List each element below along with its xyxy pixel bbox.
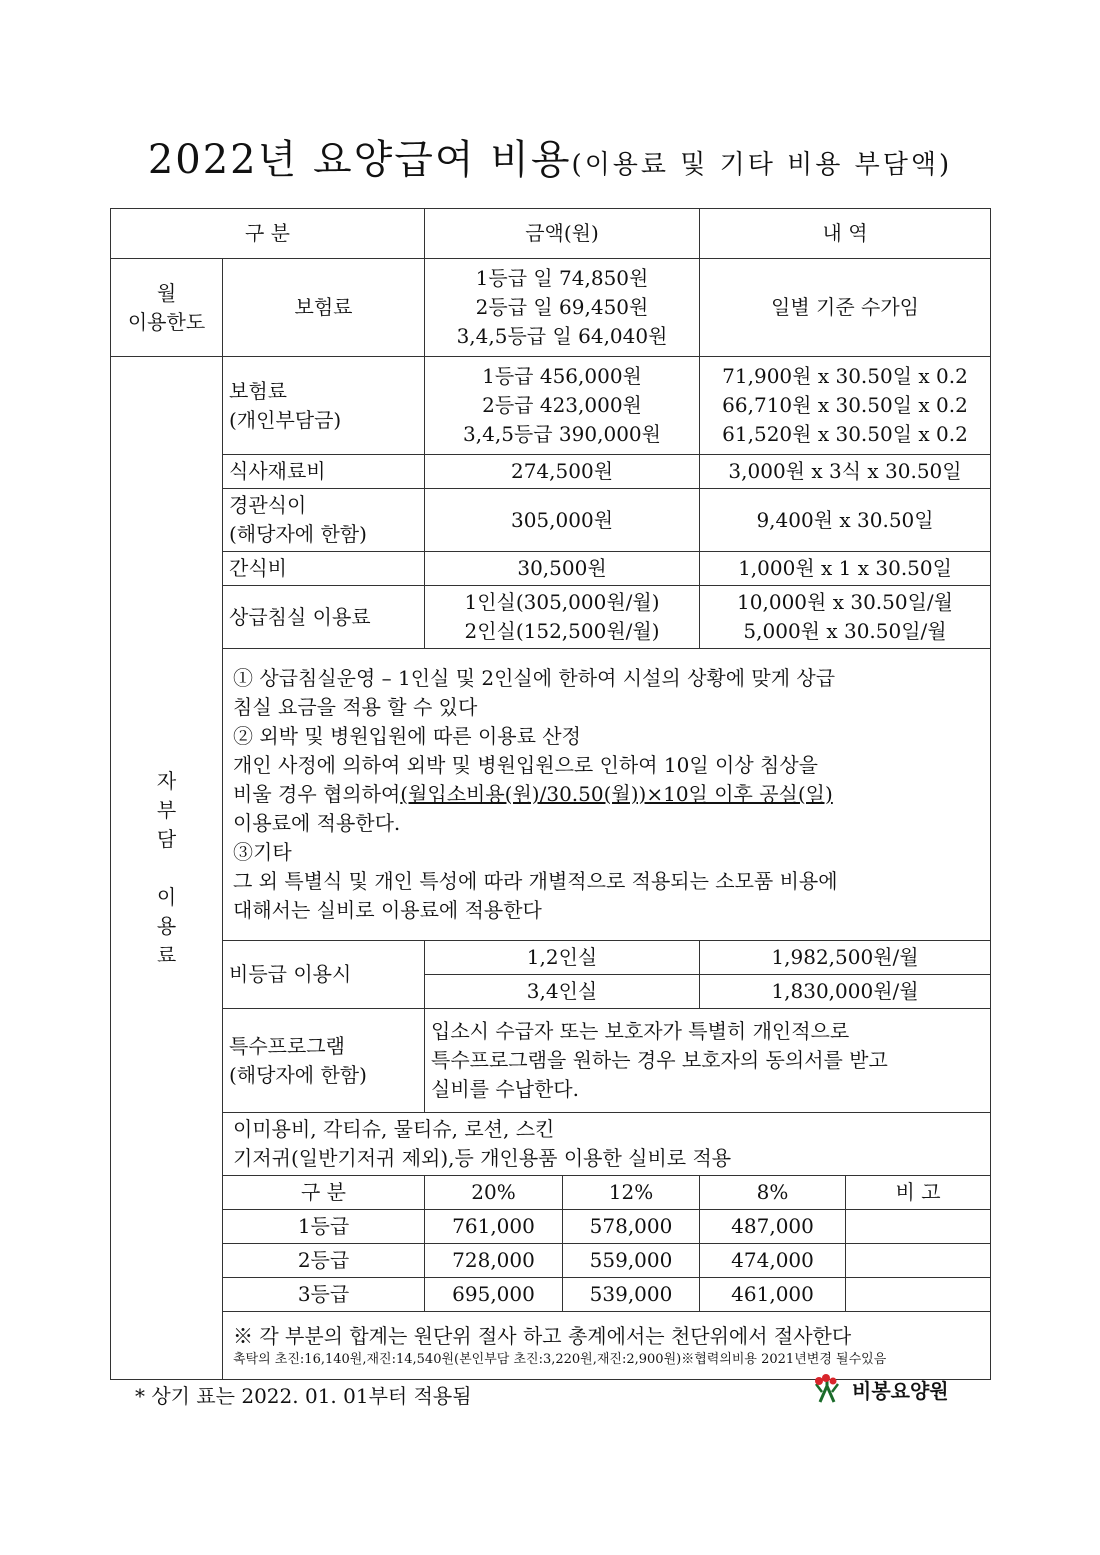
note-2-end: 이용료에 적용한다. <box>233 811 401 835</box>
note-2-formula: (월입소비용(원)/30.50(월))×10일 이후 공실(일) <box>400 782 833 806</box>
doctor-fee-note: 촉탁의 초진:16,140원,재진:14,540원(본인부담 초진:3,220원,재진:2,900원)※협력의비용 2021년변경 될수있음 <box>233 1352 887 1367</box>
monthly-limit-amount: 1등급 일 74,850원 2등급 일 69,450원 3,4,5등급 일 64,040원 <box>425 259 700 357</box>
tube-meal-row <box>111 489 991 552</box>
rounding-note: ※ 각 부분의 합계는 원단위 절사 하고 총계에서는 천단위에서 절사한다 <box>233 1324 852 1348</box>
personal-items: 이미용비, 각티슈, 물티슈, 로션, 스킨 기저귀(일반기저귀 제외),등 개인용품 이용한 실비로 적용 <box>223 1113 991 1176</box>
special-program-row <box>111 1009 991 1113</box>
snack-amount: 30,500원 <box>425 552 700 586</box>
insurance-amount: 1등급 456,000원 2등급 423,000원 3,4,5등급 390,000원 <box>425 357 700 455</box>
premium-room-amount: 1인실(305,000원/월) 2인실(152,500원/월) <box>425 586 700 649</box>
rate-12: 559,000 <box>563 1244 700 1278</box>
note-3: ③기타 그 외 특별식 및 개인 특성에 따라 개별적으로 적용되는 소모품 비용에 대해서는 실비로 이용료에 적용한다 <box>233 840 838 922</box>
rate-12: 539,000 <box>563 1278 700 1312</box>
non-grade-item: 비등급 이용시 <box>223 941 425 1009</box>
rate-header-category: 구 분 <box>223 1176 425 1210</box>
organization-brand <box>810 1372 949 1406</box>
notes-cell <box>223 649 991 941</box>
monthly-limit-item: 보험료 <box>223 259 425 357</box>
header-amount: 금액(원) <box>425 209 700 259</box>
snack-row <box>111 552 991 586</box>
rate-8: 474,000 <box>700 1244 846 1278</box>
rate-grade: 1등급 <box>223 1210 425 1244</box>
insurance-item: 보험료 (개인부담금) <box>223 357 425 455</box>
header-detail: 내 역 <box>700 209 991 259</box>
rate-row <box>111 1244 991 1278</box>
non-grade-room-1: 1,2인실 <box>425 941 700 975</box>
meal-detail: 3,000원 x 3식 x 30.50일 <box>700 455 991 489</box>
rate-8: 461,000 <box>700 1278 846 1312</box>
header-category: 구 분 <box>111 209 425 259</box>
insurance-detail: 71,900원 x 30.50일 x 0.2 66,710원 x 30.50일 x 0.2 61,520원 x 30.50일 x 0.2 <box>700 357 991 455</box>
rate-header-remarks: 비 고 <box>846 1176 991 1210</box>
non-grade-row-1 <box>111 941 991 975</box>
self-pay-category: 자 부 담 이 용 료 <box>111 357 223 1380</box>
snack-detail: 1,000원 x 1 x 30.50일 <box>700 552 991 586</box>
effective-date-note: * 상기 표는 2022. 01. 01부터 적용됨 <box>135 1384 472 1408</box>
rate-header-row <box>111 1176 991 1210</box>
rate-20: 761,000 <box>425 1210 563 1244</box>
rate-grade: 3등급 <box>223 1278 425 1312</box>
page-title <box>0 128 1100 185</box>
rate-20: 695,000 <box>425 1278 563 1312</box>
special-program-item: 특수프로그램 (해당자에 한함) <box>223 1009 425 1113</box>
meal-item: 식사재료비 <box>223 455 425 489</box>
non-grade-room-2: 3,4인실 <box>425 975 700 1009</box>
personal-items-row <box>111 1113 991 1176</box>
table-header-row <box>111 209 991 259</box>
premium-room-item: 상급침실 이용료 <box>223 586 425 649</box>
non-grade-price-1: 1,982,500원/월 <box>700 941 991 975</box>
meal-amount: 274,500원 <box>425 455 700 489</box>
tube-meal-detail: 9,400원 x 30.50일 <box>700 489 991 552</box>
rate-remarks <box>846 1244 991 1278</box>
non-grade-price-2: 1,830,000원/월 <box>700 975 991 1009</box>
rate-remarks <box>846 1278 991 1312</box>
snack-item: 간식비 <box>223 552 425 586</box>
rate-grade: 2등급 <box>223 1244 425 1278</box>
rate-8: 487,000 <box>700 1210 846 1244</box>
fee-table <box>110 208 991 1380</box>
title-main: 2022년 요양급여 비용 <box>147 137 572 183</box>
rate-remarks <box>846 1210 991 1244</box>
organization-name: 비봉요양원 <box>852 1378 949 1403</box>
rate-row <box>111 1278 991 1312</box>
title-sub: (이용료 및 기타 비용 부담액) <box>571 150 953 180</box>
note-2: ② 외박 및 병원입원에 따른 이용료 산정 개인 사정에 의하여 외박 및 병원입원으로 인하여 10일 이상 침상을 비울 경우 협의하여 <box>233 724 818 806</box>
rate-row <box>111 1210 991 1244</box>
rate-header-8: 8% <box>700 1176 846 1210</box>
rate-20: 728,000 <box>425 1244 563 1278</box>
notes-row <box>111 649 991 941</box>
rounding-note-cell <box>223 1312 991 1380</box>
special-program-detail: 입소시 수급자 또는 보호자가 특별히 개인적으로 특수프로그램을 원하는 경우 보호자의 동의서를 받고 실비를 수납한다. <box>425 1009 991 1113</box>
premium-room-row <box>111 586 991 649</box>
monthly-limit-category: 월 이용한도 <box>111 259 223 357</box>
tube-meal-amount: 305,000원 <box>425 489 700 552</box>
meal-row <box>111 455 991 489</box>
flower-logo-icon <box>810 1372 844 1406</box>
monthly-limit-row <box>111 259 991 357</box>
tube-meal-item: 경관식이 (해당자에 한함) <box>223 489 425 552</box>
rate-header-20: 20% <box>425 1176 563 1210</box>
premium-room-detail: 10,000원 x 30.50일/월 5,000원 x 30.50일/월 <box>700 586 991 649</box>
insurance-row <box>111 357 991 455</box>
note-1: ① 상급침실운영 – 1인실 및 2인실에 한하여 시설의 상황에 맞게 상급 침실 요금을 적용 할 수 있다 <box>233 666 836 719</box>
rate-header-12: 12% <box>563 1176 700 1210</box>
rate-12: 578,000 <box>563 1210 700 1244</box>
monthly-limit-detail: 일별 기준 수가임 <box>700 259 991 357</box>
rounding-note-row <box>111 1312 991 1380</box>
